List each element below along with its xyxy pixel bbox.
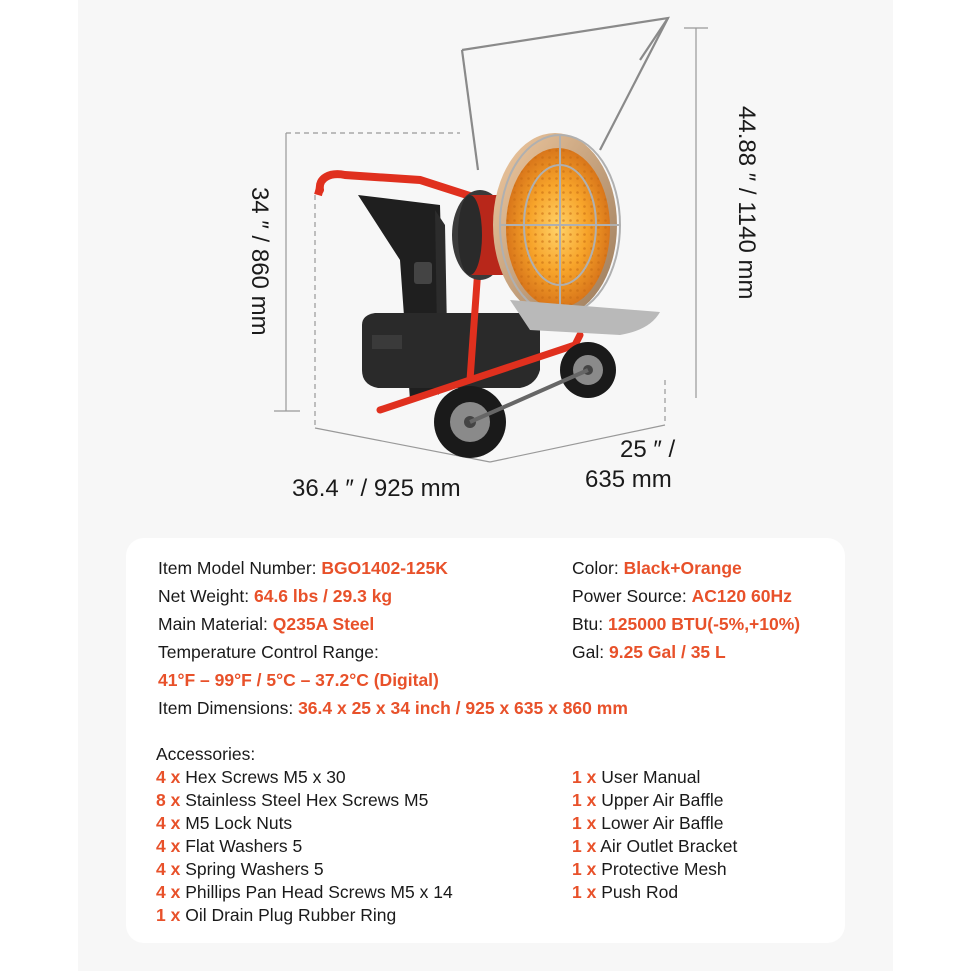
spec-btu — [572, 614, 800, 635]
dimension-depth-line1: 25 ″ / — [620, 436, 676, 463]
spec-card — [126, 538, 845, 943]
accessory-item: 4 x Phillips Pan Head Screws M5 x 14 — [156, 882, 453, 902]
spec-temp-label: Temperature Control Range: — [158, 642, 379, 662]
spec-weight-label: Net Weight: — [158, 586, 250, 606]
spec-model-value: BGO1402-125K — [321, 558, 448, 578]
accessory-item: 1 x Air Outlet Bracket — [572, 836, 738, 856]
accessory-item: 4 x Flat Washers 5 — [156, 836, 303, 856]
spec-material-label: Main Material: — [158, 614, 268, 634]
dimension-depth-line2: 635 mm — [585, 466, 672, 493]
spec-material-value: Q235A Steel — [272, 614, 375, 634]
spec-gal-label: Gal: — [572, 642, 605, 662]
dimension-height-body: 34 ″ / 860 mm — [246, 187, 273, 336]
dimension-width: 36.4 ″ / 925 mm — [292, 475, 461, 502]
spec-gal — [572, 642, 726, 663]
spec-btu-label: Btu: — [572, 614, 604, 634]
accessory-item: 1 x Lower Air Baffle — [572, 813, 724, 833]
accessory-item: 4 x Spring Washers 5 — [156, 859, 324, 879]
spec-color-label: Color: — [572, 558, 619, 578]
accessory-item: 1 x Oil Drain Plug Rubber Ring — [156, 905, 397, 925]
spec-temp-value: 41°F – 99°F / 5°C – 37.2°C (Digital) — [158, 670, 439, 690]
spec-gal-value: 9.25 Gal / 35 L — [608, 642, 726, 662]
spec-weight-value: 64.6 lbs / 29.3 kg — [253, 586, 393, 606]
spec-dimensions-label: Item Dimensions: — [158, 698, 294, 718]
accessory-item: 8 x Stainless Steel Hex Screws M5 — [156, 790, 429, 810]
spec-model-label: Item Model Number: — [158, 558, 317, 578]
dimension-height-total: 44.88 ″ / 1140 mm — [733, 106, 760, 300]
spec-power-value: AC120 60Hz — [691, 586, 792, 606]
accessory-item: 1 x User Manual — [572, 767, 701, 787]
spec-model — [158, 558, 448, 579]
handle-frame — [320, 174, 470, 196]
spec-material — [158, 614, 374, 635]
accessory-item: 4 x Hex Screws M5 x 30 — [156, 767, 346, 787]
accessory-item: 1 x Push Rod — [572, 882, 679, 902]
accessories-title: Accessories: — [156, 744, 256, 764]
spec-btu-value: 125000 BTU(-5%,+10%) — [608, 614, 801, 634]
spec-power — [572, 586, 792, 607]
spec-weight — [158, 586, 392, 607]
spec-color — [572, 558, 742, 579]
accessory-item: 1 x Upper Air Baffle — [572, 790, 724, 810]
spec-dimensions-value: 36.4 x 25 x 34 inch / 925 x 635 x 860 mm — [298, 698, 628, 718]
accessory-item: 1 x Protective Mesh — [572, 859, 727, 879]
spec-dimensions — [158, 698, 628, 719]
accessory-item: 4 x M5 Lock Nuts — [156, 813, 293, 833]
spec-color-value: Black+Orange — [623, 558, 742, 578]
spec-power-label: Power Source: — [572, 586, 687, 606]
fuel-tank — [362, 313, 540, 388]
